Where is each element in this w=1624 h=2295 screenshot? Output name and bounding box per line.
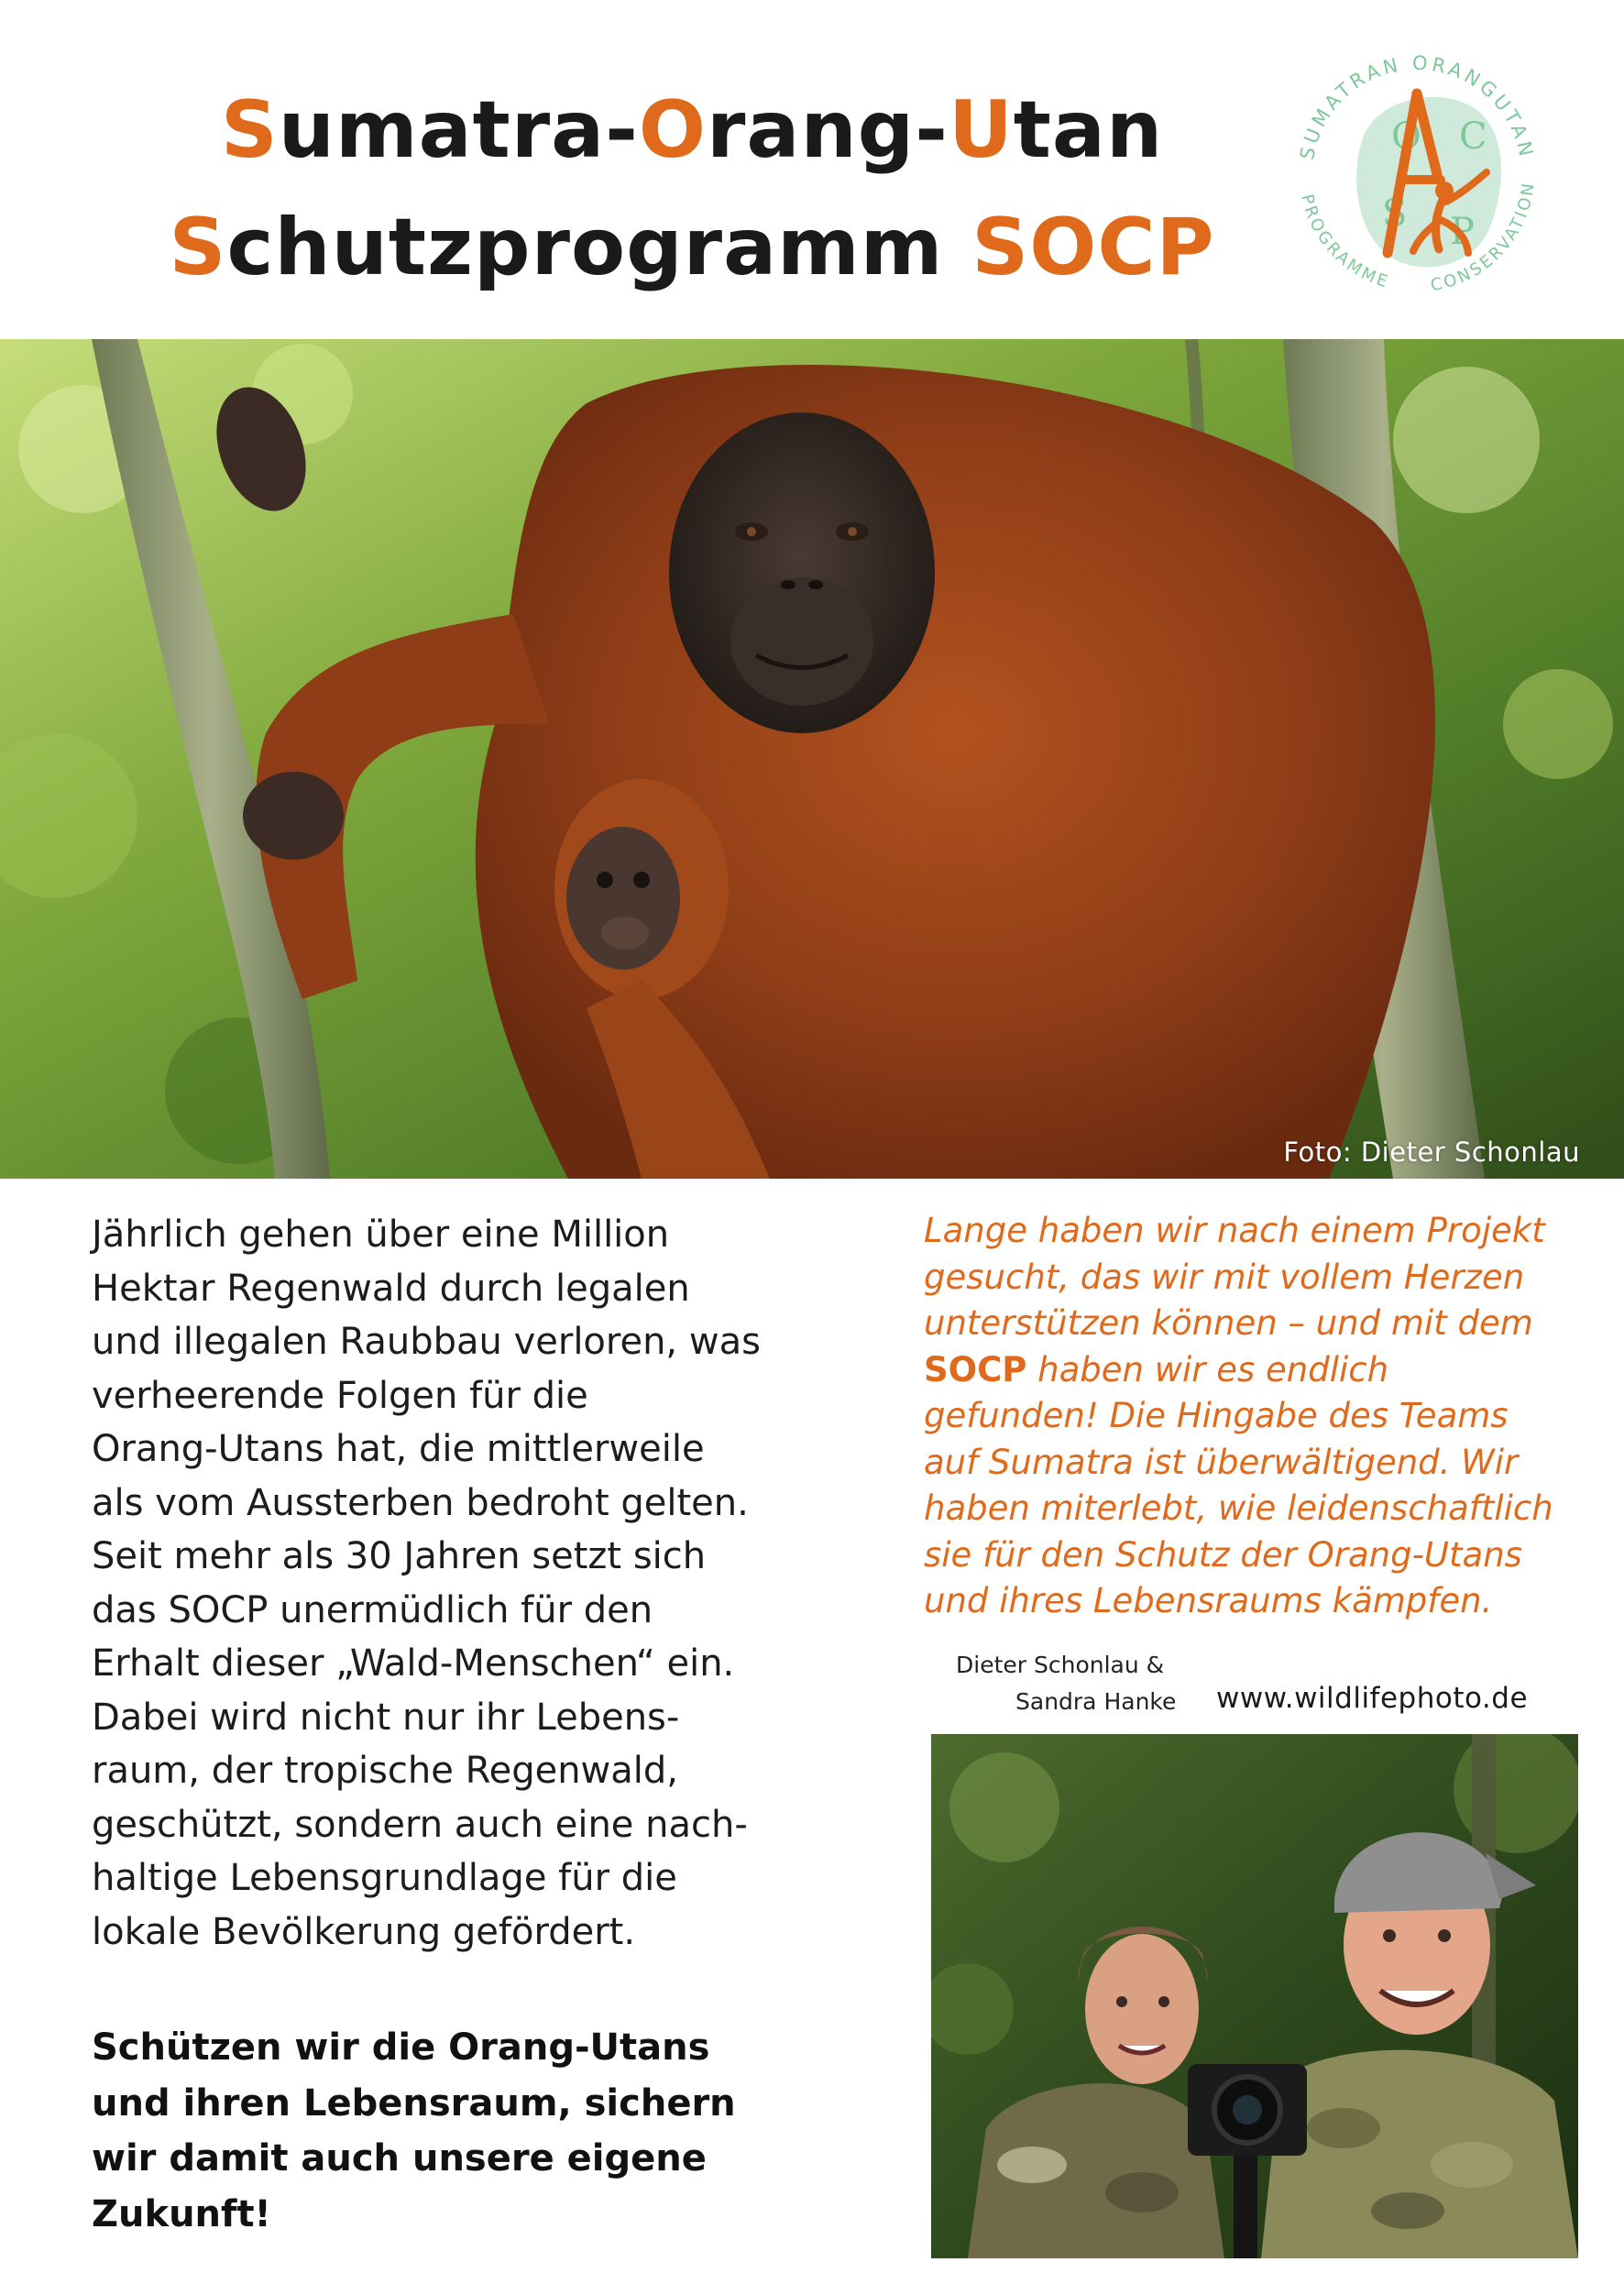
quote-line: unterstützen können – und mit dem bbox=[924, 1303, 1533, 1343]
socp-logo-graphic bbox=[1279, 37, 1554, 312]
text-line: Hektar Regenwald durch legalen bbox=[92, 1267, 690, 1310]
quote-line: gefunden! Die Hingabe des Teams bbox=[924, 1396, 1509, 1435]
logo-letter-s: S bbox=[1382, 192, 1408, 235]
text-line: als vom Aussterben bedroht gelten. bbox=[92, 1481, 749, 1524]
text-line: das SOCP unermüdlich für den bbox=[92, 1588, 653, 1631]
photo-credit: Foto: Dieter Schonlau bbox=[1283, 1137, 1580, 1168]
text-line: verheerende Folgen für die bbox=[92, 1374, 588, 1417]
quote-line bbox=[924, 1347, 1584, 1394]
title-accent-letter: O bbox=[638, 84, 708, 176]
text-line: Jährlich gehen über eine Million bbox=[92, 1213, 670, 1256]
title-text: tan bbox=[1013, 84, 1164, 176]
logo-letter-o: O bbox=[1391, 115, 1421, 158]
title-text: chutzprogramm bbox=[226, 202, 972, 293]
body-paragraph bbox=[92, 1208, 843, 1959]
text-line: Erhalt dieser „Wald-Menschen“ ein. bbox=[92, 1642, 735, 1685]
title-text: umatra- bbox=[278, 84, 639, 176]
text-line: Dabei wird nicht nur ihr Lebens- bbox=[92, 1696, 680, 1739]
quote-socp-bold: SOCP bbox=[924, 1349, 1027, 1389]
orangutan-mother-baby-image bbox=[0, 339, 1624, 1179]
testimonial-quote bbox=[924, 1208, 1584, 1625]
logo-ring-right-text: CONSERVATION bbox=[1429, 180, 1539, 296]
title-accent-letter: SOCP bbox=[971, 202, 1215, 293]
socp-logo bbox=[1279, 37, 1554, 312]
title-accent-letter: S bbox=[220, 84, 279, 176]
logo-ring-top-text: SUMATRAN ORANGUTAN bbox=[1296, 51, 1539, 162]
logo-letter-c: C bbox=[1459, 115, 1487, 158]
quote-line-rest: haben wir es endlich bbox=[1026, 1349, 1389, 1389]
photographers-photo bbox=[931, 1734, 1578, 2258]
title-line-1 bbox=[0, 71, 1384, 189]
quote-line: und ihres Lebensraums kämpfen. bbox=[924, 1581, 1493, 1620]
quote-line: auf Sumatra ist überwältigend. Wir bbox=[924, 1442, 1519, 1482]
text-line: raum, der tropische Regenwald, bbox=[92, 1750, 678, 1792]
title-line-2 bbox=[0, 189, 1384, 306]
quote-line: Lange haben wir nach einem Projekt bbox=[924, 1211, 1545, 1250]
text-line: Seit mehr als 30 Jahren setzt sich bbox=[92, 1535, 707, 1577]
signature-names-line-1: Dieter Schonlau & bbox=[956, 1652, 1165, 1678]
quote-line: haben miterlebt, wie leidenschaftlich bbox=[924, 1488, 1553, 1528]
text-line: Zukunft! bbox=[92, 2192, 271, 2235]
text-line: geschützt, sondern auch eine nach- bbox=[92, 1803, 748, 1846]
logo-letter-p: P bbox=[1450, 211, 1475, 253]
text-line: und illegalen Raubbau verloren, was bbox=[92, 1321, 761, 1363]
title-accent-letter: S bbox=[169, 202, 227, 293]
text-line: und ihren Lebensraum, sichern bbox=[92, 2081, 736, 2125]
text-line: wir damit auch unsere eigene bbox=[92, 2137, 707, 2180]
text-line: Orang-Utans hat, die mittlerweile bbox=[92, 1428, 705, 1470]
call-to-action bbox=[92, 2020, 843, 2242]
page-title bbox=[0, 71, 1384, 306]
text-line: Schützen wir die Orang-Utans bbox=[92, 2026, 710, 2069]
signature-names-line-2: Sandra Hanke bbox=[1015, 1688, 1177, 1715]
main-photo-orangutans bbox=[0, 339, 1624, 1179]
quote-line: gesucht, das wir mit vollem Herzen bbox=[924, 1257, 1525, 1297]
quote-line: sie für den Schutz der Orang-Utans bbox=[924, 1534, 1522, 1575]
text-line: lokale Bevölkerung gefördert. bbox=[92, 1910, 636, 1953]
photographers-image bbox=[931, 1734, 1578, 2258]
title-accent-letter: U bbox=[948, 84, 1014, 176]
text-line: haltige Lebensgrundlage für die bbox=[92, 1857, 677, 1899]
title-text: rang- bbox=[707, 84, 949, 176]
logo-ring-bottom-text: PROGRAMME bbox=[1297, 192, 1393, 292]
website-link[interactable]: www.wildlifephoto.de bbox=[1216, 1682, 1529, 1715]
